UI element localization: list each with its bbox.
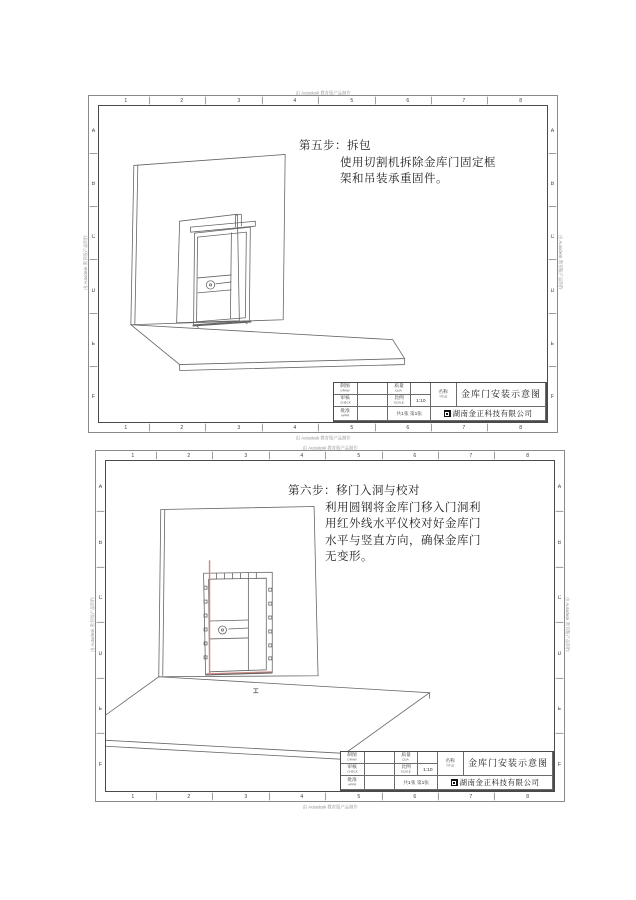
zone-label: D	[549, 269, 557, 314]
zone-label: 8	[525, 452, 529, 459]
tb-scale-label: 比例 SCALE	[395, 764, 418, 776]
autodesk-watermark-left: 由 Autodesk 教育版产品制作	[83, 235, 89, 290]
zone-label: E	[556, 686, 564, 733]
zone-label: 4	[271, 424, 319, 432]
tb-sheet-count: 共1张 第1张	[395, 776, 438, 790]
tb-checked-value	[365, 764, 395, 776]
zone-label: A	[90, 109, 98, 154]
wall-panel	[131, 154, 285, 324]
zone-label: 1	[102, 424, 150, 432]
zone-label: B	[97, 520, 105, 567]
drawing-area	[105, 460, 555, 792]
zone-label: B	[556, 520, 564, 567]
drawing-sheet-step5	[83, 91, 563, 441]
zone-label: 3	[215, 424, 263, 432]
title-block	[340, 751, 554, 791]
company-logo	[444, 410, 451, 417]
autodesk-watermark-right: 由 Autodesk 教育版产品制作	[564, 597, 570, 652]
tb-drawn-value	[365, 752, 395, 764]
zone-label: E	[90, 322, 98, 367]
zone-numbers-bottom	[105, 792, 555, 801]
autodesk-watermark-bottom: 由 Autodesk 教育版产品制作	[295, 436, 351, 441]
zone-label: 8	[518, 424, 522, 431]
zone-label: 5	[328, 424, 376, 432]
title-block	[333, 382, 547, 422]
zone-letters-left	[89, 105, 98, 423]
zone-label: 8	[525, 793, 529, 800]
tb-checked-label: 审核 CHECK	[341, 764, 365, 776]
zone-label: E	[549, 322, 557, 367]
zone-label: 4	[271, 97, 319, 105]
zone-label: D	[556, 631, 564, 678]
step6-line: 用红外线水平仪校对好金库门	[325, 518, 481, 530]
zone-label: A	[549, 109, 557, 154]
door-frame	[204, 572, 273, 675]
step6-instructions	[288, 483, 481, 566]
zone-label: C	[556, 575, 564, 622]
zone-label: 4	[278, 452, 326, 460]
floor-mark	[253, 689, 258, 693]
tb-weight-label: 质量 QUA	[395, 752, 418, 764]
vault-door	[210, 578, 249, 671]
zone-label: 1	[109, 793, 157, 801]
drawing-area	[98, 105, 548, 423]
zone-label: 7	[440, 424, 488, 432]
zone-label: C	[90, 215, 98, 260]
company-logo	[451, 779, 458, 786]
zone-label: 2	[159, 424, 207, 432]
zone-label: 2	[166, 793, 214, 801]
zone-label: 6	[384, 97, 432, 105]
zone-label: 7	[440, 97, 488, 105]
step6-title: 第六步：移门入洞与校对	[288, 485, 420, 497]
zone-label: A	[556, 464, 564, 511]
zone-letters-left	[96, 460, 105, 792]
zone-label: 6	[384, 424, 432, 432]
zone-label: 1	[102, 97, 150, 105]
zone-label: 5	[335, 793, 383, 801]
zone-label: 6	[391, 452, 439, 460]
zone-label: 2	[159, 97, 207, 105]
zone-label: F	[91, 394, 96, 400]
tb-scale-value: 1:10	[418, 764, 438, 776]
tb-drawn-value	[358, 383, 388, 395]
step6-line: 无变形。	[325, 551, 373, 563]
step5-line: 使用切割机拆除金库门固定框	[340, 156, 496, 169]
tb-approved-value	[365, 776, 395, 790]
tb-approved-value	[358, 407, 388, 421]
autodesk-watermark-bottom: 由 Autodesk 教育版产品制作	[302, 805, 358, 810]
zone-label: 3	[222, 793, 270, 801]
tb-checked-label: 审核 CHECK	[334, 395, 358, 407]
zone-label: 1	[109, 452, 157, 460]
zone-label: F	[98, 762, 103, 768]
zone-label: 7	[447, 452, 495, 460]
autodesk-watermark-right: 由 Autodesk 教育版产品制作	[557, 235, 563, 290]
tb-sheet-count: 共1张 第1张	[388, 407, 431, 421]
zone-letters-right	[555, 460, 564, 792]
floor-slab	[131, 325, 405, 371]
tb-checked-value	[358, 395, 388, 407]
tb-weight-label: 质量 QUA	[388, 383, 411, 395]
step5-line: 架和吊装承重固件。	[340, 173, 448, 185]
zone-label: D	[97, 631, 105, 678]
zone-label: 3	[222, 452, 270, 460]
zone-label: D	[90, 269, 98, 314]
zone-label: B	[549, 162, 557, 207]
tb-scale-value: 1:10	[411, 395, 431, 407]
tb-scale-label: 比例 SCALE	[388, 395, 411, 407]
zone-label: 2	[166, 452, 214, 460]
step5-instructions	[299, 138, 496, 188]
door-lock-handle	[206, 281, 214, 289]
autodesk-watermark-left: 由 Autodesk 教育版产品制作	[90, 597, 96, 652]
zone-label: 3	[215, 97, 263, 105]
zone-label: 7	[447, 793, 495, 801]
door-lock-handle	[218, 626, 226, 634]
zone-label: F	[550, 394, 555, 400]
tb-approved-label: 批准 APPR	[341, 776, 365, 790]
zone-label: 6	[391, 793, 439, 801]
tb-approved-label: 批准 APPR	[334, 407, 358, 421]
zone-label: A	[97, 464, 105, 511]
zone-label: 5	[335, 452, 383, 460]
zone-numbers-top	[98, 96, 548, 105]
tb-weight-value	[411, 383, 431, 395]
tb-name-label: 名称 TITLE	[438, 752, 464, 776]
zone-label: F	[557, 762, 562, 768]
floor-slab	[106, 677, 430, 760]
step6-line: 利用圆钢将金库门移入门洞利	[325, 501, 481, 514]
zone-label: 4	[278, 793, 326, 801]
vault-door	[193, 227, 252, 328]
step5-title: 第五步：拆包	[299, 140, 371, 152]
tb-drawn-label: 制图 DRAW	[334, 383, 358, 395]
tb-drawn-label: 制图 DRAW	[341, 752, 365, 764]
autodesk-watermark-top: 由 Autodesk 教育版产品制作	[295, 91, 351, 96]
tb-weight-value	[418, 752, 438, 764]
zone-numbers-bottom	[98, 423, 548, 432]
drawing-sheet-step6	[90, 446, 570, 810]
zone-label: 5	[328, 97, 376, 105]
tb-name-label: 名称 TITLE	[431, 383, 457, 407]
tb-drawing-title: 金库门安装示意图	[457, 383, 546, 407]
tb-drawing-title: 金库门安装示意图	[464, 752, 553, 776]
zone-label: C	[97, 575, 105, 622]
zone-label: C	[549, 215, 557, 260]
zone-label: 8	[518, 97, 522, 104]
autodesk-watermark-top: 由 Autodesk 教育版产品制作	[302, 446, 358, 451]
zone-label: B	[90, 162, 98, 207]
tb-company: 湖南金正科技有限公司	[431, 407, 546, 421]
zone-numbers-top	[105, 451, 555, 460]
step6-line: 水平与竖直方向，确保金库门	[325, 534, 481, 547]
tb-company: 湖南金正科技有限公司	[438, 776, 553, 790]
zone-label: E	[97, 686, 105, 733]
lifting-beam	[191, 214, 256, 232]
zone-letters-right	[548, 105, 557, 423]
